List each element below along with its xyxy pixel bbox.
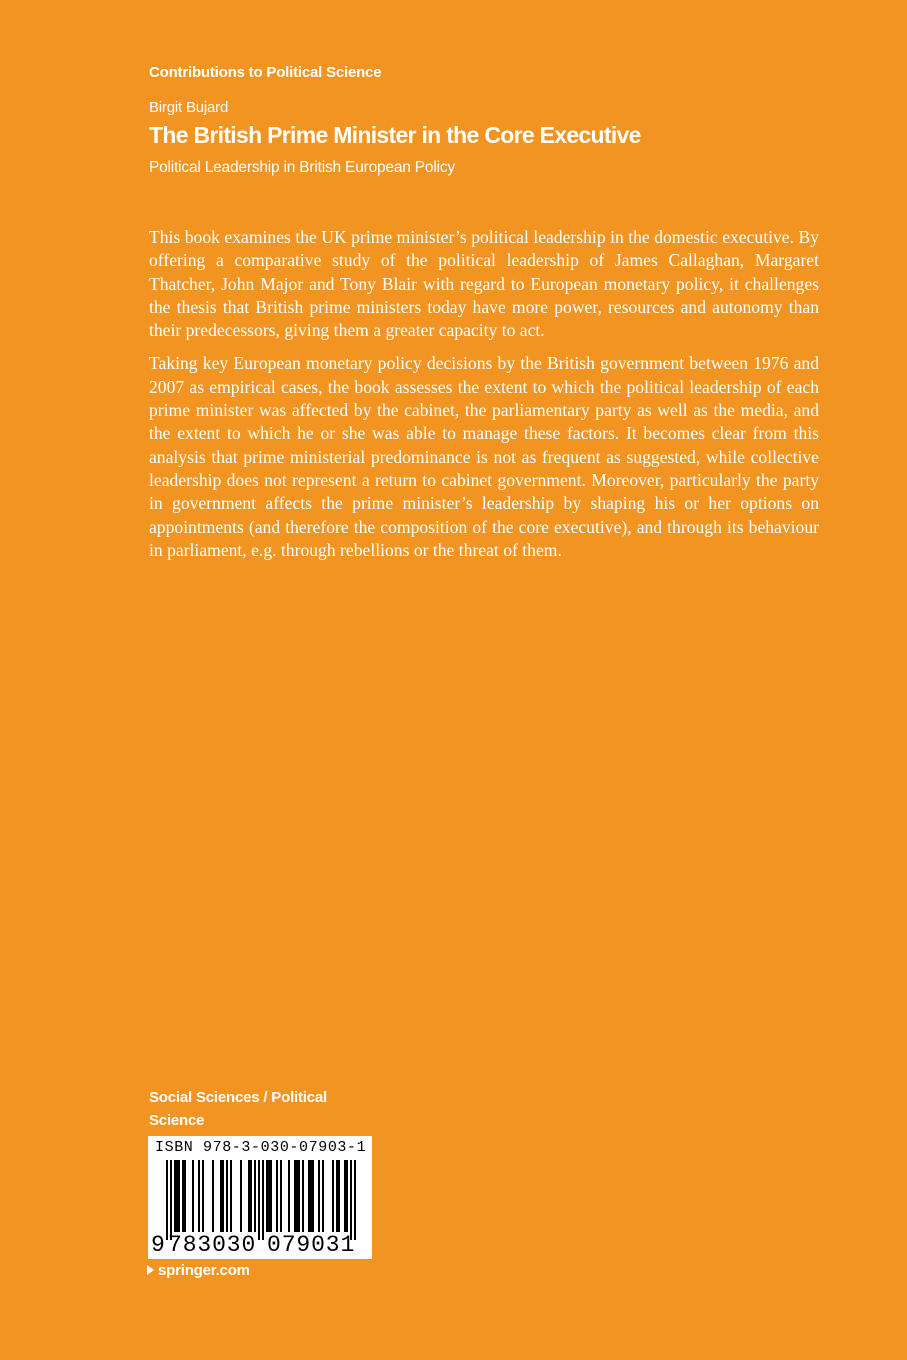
barcode-bar bbox=[268, 1160, 270, 1232]
barcode-bar bbox=[294, 1160, 296, 1232]
book-description bbox=[149, 226, 819, 572]
barcode-bar bbox=[226, 1160, 228, 1232]
publisher-link[interactable] bbox=[147, 1262, 250, 1279]
barcode-bar bbox=[184, 1160, 186, 1232]
barcode-bar bbox=[310, 1160, 312, 1232]
barcode-bar bbox=[174, 1160, 176, 1232]
barcode-bar bbox=[222, 1160, 224, 1232]
description-paragraph-1: This book examines the UK prime minister’s political leadership in the domestic executive. By offering a comparative study of the political leadership of James Callaghan, Margaret Thatcher, John Major and Tony Blair with regard to European monetary policy, it challenges the thesis that British prime ministers today have more power, resources and autonomy than their predecessors, giving them a greater capacity to act. bbox=[149, 227, 819, 341]
barcode-bar bbox=[346, 1160, 348, 1232]
barcode-bar bbox=[266, 1160, 268, 1232]
publisher-link-label: springer.com bbox=[158, 1262, 250, 1279]
barcode-right-digits: 079031 bbox=[267, 1232, 356, 1258]
barcode-bar bbox=[248, 1160, 250, 1232]
barcode-bar bbox=[198, 1160, 200, 1232]
barcode-bar bbox=[312, 1160, 314, 1232]
barcode-bar bbox=[296, 1160, 298, 1232]
isbn-label: ISBN 978-3-030-07903-1 bbox=[155, 1139, 367, 1156]
description-paragraph-2: Taking key European monetary policy decisions by the British government between 1976 and 2007 as empirical cases, the book assesses the extent to which the political leadership of each prime minister was affected by the cabinet, the parliamentary party as well as the media, and the extent to which he or she was able to manage these factors. It becomes clear from this analysis that prime ministerial predominance is not as frequent as suggested, while collective leadership does not represent a return to cabinet government. Moreover, particularly the party in government affects the prime minister’s leadership by shaping his or her options on appointments (and therefore the composition of the core executive), and through its behaviour in parliament, e.g. through rebellions or the threat of them. bbox=[149, 353, 819, 560]
barcode-bar bbox=[322, 1160, 324, 1232]
barcode-bar bbox=[332, 1160, 334, 1232]
barcode-bar bbox=[212, 1160, 214, 1232]
author-name: Birgit Bujard bbox=[149, 99, 229, 116]
barcode-bar bbox=[250, 1160, 252, 1232]
barcode-bar bbox=[202, 1160, 204, 1232]
book-subtitle: Political Leadership in British European Policy bbox=[149, 159, 455, 176]
barcode-bar bbox=[230, 1160, 232, 1232]
barcode-left-digits: 783030 bbox=[168, 1232, 257, 1258]
isbn-barcode bbox=[148, 1136, 372, 1259]
barcode-bar bbox=[220, 1160, 222, 1232]
barcode-bar bbox=[280, 1160, 282, 1232]
barcode-bar bbox=[338, 1160, 340, 1232]
barcode-bar bbox=[288, 1160, 290, 1232]
book-title: The British Prime Minister in the Core Executive bbox=[149, 122, 641, 148]
barcode-guard-bar bbox=[166, 1160, 168, 1240]
barcode-guard-bar bbox=[258, 1160, 260, 1240]
barcode-bar bbox=[178, 1160, 180, 1232]
barcode-guard-bar bbox=[262, 1160, 264, 1240]
barcode-bar bbox=[182, 1160, 184, 1232]
barcode-bar bbox=[318, 1160, 320, 1232]
barcode-bar bbox=[276, 1160, 278, 1232]
barcode-guard-bar bbox=[354, 1160, 356, 1240]
arrow-right-icon bbox=[147, 1265, 154, 1275]
barcode-bar bbox=[254, 1160, 256, 1232]
barcode-bar bbox=[344, 1160, 346, 1232]
series-name: Contributions to Political Science bbox=[149, 64, 382, 81]
barcode-bar bbox=[308, 1160, 310, 1232]
barcode-bar bbox=[176, 1160, 178, 1232]
subject-category: Social Sciences / Political Science bbox=[149, 1089, 328, 1129]
barcode-bar bbox=[302, 1160, 304, 1232]
barcode-guard-bar bbox=[350, 1160, 352, 1240]
barcode-bar bbox=[336, 1160, 338, 1232]
barcode-bar bbox=[298, 1160, 300, 1232]
barcode-bar bbox=[192, 1160, 194, 1232]
barcode-bars bbox=[148, 1160, 372, 1240]
barcode-bar bbox=[270, 1160, 272, 1232]
barcode-lead-digit: 9 bbox=[151, 1232, 165, 1258]
barcode-guard-bar bbox=[170, 1160, 172, 1240]
barcode-bar bbox=[240, 1160, 242, 1232]
